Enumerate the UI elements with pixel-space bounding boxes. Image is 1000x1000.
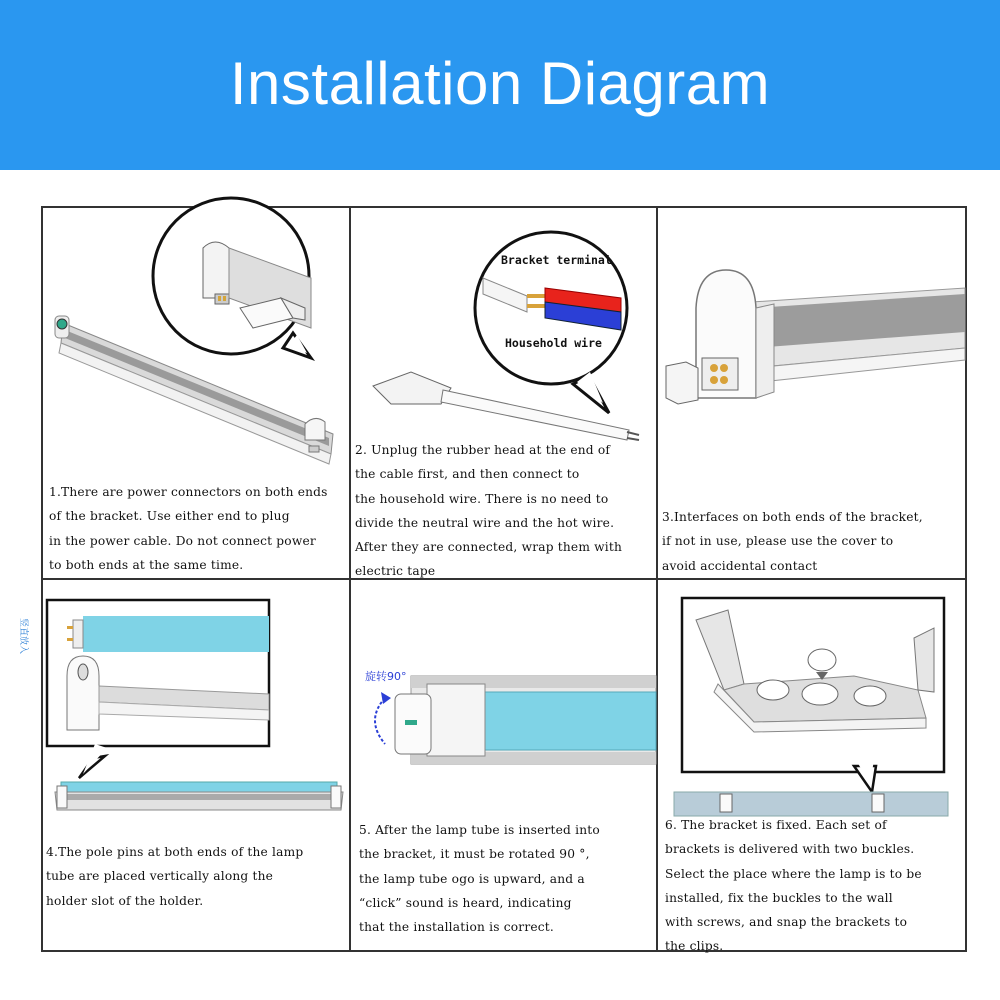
- step-5-caption: 5. After the lamp tube is inserted into the bracket, it must be rotated 90 °, the lamp tube ogo is upward, and a “click” sound is heard, indicating that the installation is correct.: [359, 823, 600, 935]
- bracket-terminal-label: Bracket terminal: [501, 253, 612, 267]
- step-2-panel: [351, 208, 656, 578]
- step-5-panel: [351, 580, 656, 950]
- vertical-insert-label: 竖直放入: [18, 618, 28, 655]
- step-6-caption: 6. The bracket is fixed. Each set of brackets is delivered with two buckles. Select the place where the lamp is to be installed, fix the buckles to the wall with screws, and snap the brackets to the clips.: [665, 818, 922, 954]
- step-6-panel: [658, 580, 965, 954]
- household-wire-label: Household wire: [505, 336, 602, 350]
- step-1-panel: [43, 208, 349, 578]
- step-3-panel: [658, 208, 965, 578]
- rotate-label: 旋转90°: [365, 670, 407, 683]
- step-1-caption: 1.There are power connectors on both ends of the bracket. Use either end to plug in the power cable. Do not connect power to both ends at the same time.: [49, 485, 328, 572]
- step-4-panel: [18, 580, 349, 950]
- step-4-caption: 4.The pole pins at both ends of the lamp tube are placed vertically along the holder slot of the holder.: [46, 845, 304, 908]
- step-2-caption: 2. Unplug the rubber head at the end of the cable first, and then connect to the household wire. There is no need to divide the neutral wire and the hot wire. After they are connected, wrap them with electric tape: [355, 443, 623, 579]
- page-title: Installation Diagram: [229, 50, 771, 117]
- step-3-caption: 3.Interfaces on both ends of the bracket, if not in use, please use the cover to avoid accidental contact: [662, 510, 923, 573]
- header-banner: [0, 0, 1000, 170]
